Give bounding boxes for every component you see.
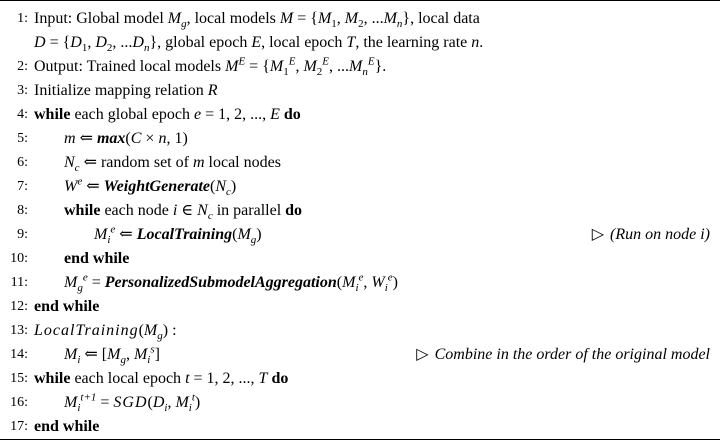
line-text: $D = \{D_1$, $D_2$, $...D_n$}, global epoch E, local epoch T, the learning rate n.	[34, 34, 484, 55]
line-text: $M_g^e$ = $PersonalizedSubmodelAggregation(M_i^e$, $W_i^e$)	[64, 271, 398, 295]
algo-line-2	[0, 55, 716, 79]
line-text: while each local epoch t = 1, 2, ..., T do	[34, 370, 289, 387]
line-number: 4:	[17, 107, 28, 122]
algo-line-11	[0, 271, 716, 295]
line-text: $LocalTraining(M_g)$ :	[34, 322, 177, 343]
line-comment: ▷ (Run on node i)	[591, 226, 710, 243]
line-number: 2:	[17, 59, 28, 74]
line-text: $N_c$ ⇐ random set of m local nodes	[64, 154, 281, 175]
algo-line-6	[0, 151, 716, 175]
line-comment: ▷ Combine in the order of the original model	[416, 346, 710, 363]
line-number: 8:	[17, 203, 28, 218]
keyword-do: do	[271, 370, 289, 387]
line-number: 14:	[10, 347, 28, 362]
line-number: 9:	[17, 227, 28, 242]
algo-line-3	[0, 79, 716, 103]
algo-line-8	[0, 199, 716, 223]
algo-line-14	[0, 343, 716, 367]
keyword-while: while	[34, 370, 71, 387]
comment-marker-icon: ▷	[591, 226, 605, 243]
line-text: m ⇐ max(C × n, 1)	[64, 130, 188, 147]
algo-line-1	[0, 7, 716, 31]
algo-line-10	[0, 247, 716, 271]
line-number: 15:	[10, 371, 28, 386]
algo-line-9	[0, 223, 716, 247]
keyword-while: while	[34, 106, 71, 123]
line-text: $M_i$ ⇐ [$M_g$, $M_i^s$]	[64, 343, 160, 367]
line-text: $M_i^e$ ⇐ $LocalTraining(M_g)$	[94, 223, 262, 247]
line-number: 1:	[17, 11, 28, 26]
line-number: 3:	[17, 83, 28, 98]
line-number: 6:	[17, 155, 28, 170]
line-number: 10:	[10, 251, 28, 266]
line-text: $M_i^{t+1} = SGD(D_i$, $M_i^t$)	[64, 391, 201, 415]
line-number: 17:	[10, 419, 28, 434]
keyword-do: do	[285, 202, 303, 219]
algo-line-1-cont	[0, 31, 716, 55]
algo-line-15	[0, 367, 716, 391]
line-number: 7:	[17, 179, 28, 194]
line-number: 16:	[10, 395, 28, 410]
algo-line-7	[0, 175, 716, 199]
algo-line-12	[0, 295, 716, 319]
line-number: 5:	[17, 131, 28, 146]
comment-marker-icon: ▷	[416, 346, 429, 363]
line-number: 12:	[10, 299, 28, 314]
algo-line-16	[0, 391, 716, 415]
line-text: while each global epoch e = 1, 2, ..., E do	[34, 106, 301, 123]
line-text: Initialize mapping relation R	[34, 82, 218, 99]
algo-line-5	[0, 127, 716, 151]
keyword-end-while: end while	[34, 298, 100, 315]
keyword-end-while: end while	[64, 250, 130, 267]
line-number: 13:	[10, 323, 28, 338]
line-text: $W^e$ ⇐ $WeightGenerate(N_c)$	[64, 175, 237, 199]
keyword-end-while: end while	[34, 418, 100, 435]
algo-line-17	[0, 415, 716, 439]
algo-line-13	[0, 319, 716, 343]
line-text: while each node i ∈ $N_c$ in parallel do	[64, 202, 303, 223]
line-text: Input: Global model $M_g$, local models $M = \{M_1$, $M_2$, $...M_n$}, local data	[34, 10, 480, 31]
keyword-do: do	[283, 106, 301, 123]
line-number: 11:	[10, 275, 28, 290]
keyword-while: while	[64, 202, 101, 219]
algo-line-4	[0, 103, 716, 127]
line-text: Output: Trained local models $M^E = \{M_1^E$, $M_2^E$, $...M_n^E$}.	[34, 55, 387, 79]
